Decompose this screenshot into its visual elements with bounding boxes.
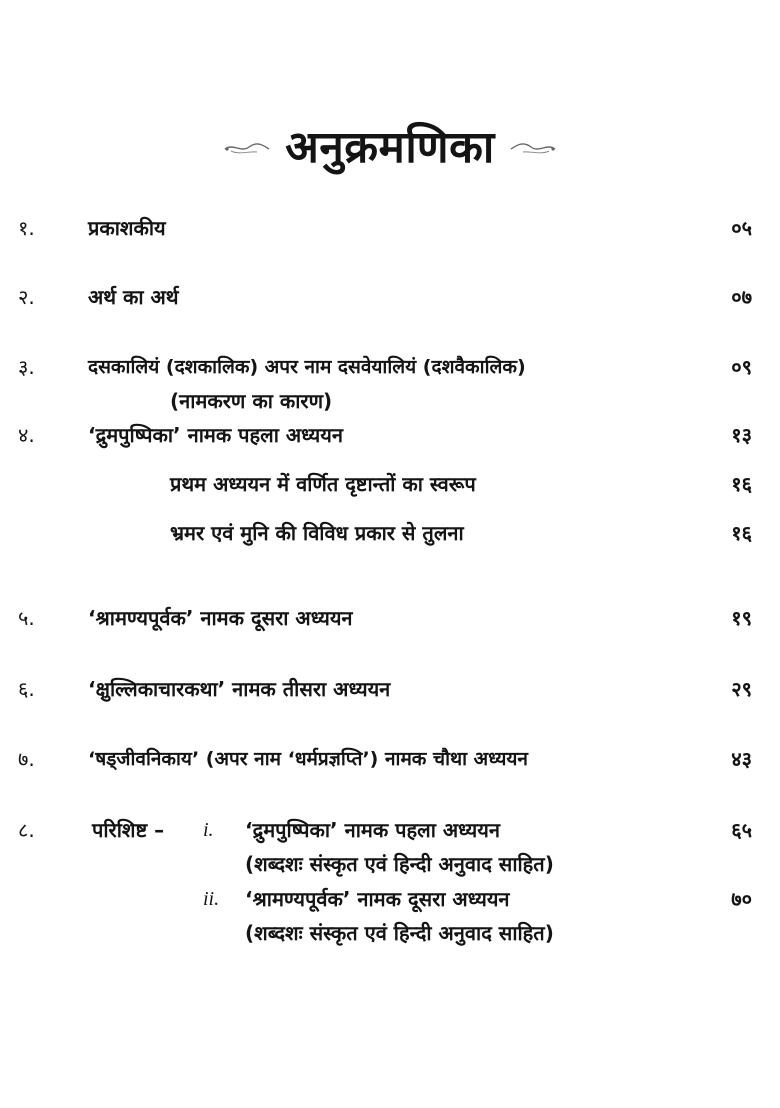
entry-title: ‘श्रामण्यपूर्वक’ नामक दूसरा अध्ययन [245,887,510,911]
toc-subentry[interactable] [0,517,780,549]
appendix-entry-continuation [0,848,780,880]
entry-page: १६ [731,472,752,496]
toc-subentry[interactable] [0,468,780,500]
toc-entry[interactable] [0,743,780,775]
toc-entry[interactable] [0,673,780,705]
entry-title: प्रकाशकीय [88,216,166,240]
entry-number: ३. [18,355,35,379]
appendix-roman: i. [203,819,214,841]
appendix-entry-continuation [0,917,780,949]
toc-entry[interactable] [0,419,780,451]
entry-page: १३ [731,423,752,447]
toc-entry[interactable] [0,281,780,313]
left-flourish-icon [223,139,271,157]
entry-title: परिशिष्ट – [92,818,165,842]
entry-page: ४३ [731,747,752,771]
entry-page: २९ [731,677,752,701]
entry-page: १९ [731,606,752,630]
appendix-entry[interactable] [0,883,780,915]
entry-title: अर्थ का अर्थ [88,285,179,309]
entry-subtitle: (नामकरण का कारण) [170,389,333,413]
page-title: अनुक्रमणिका [285,122,495,173]
toc-entry-continuation [0,385,780,417]
entry-page: ०७ [731,285,752,309]
entry-title: प्रथम अध्ययन में वर्णित दृष्टान्तों का स्वरूप [170,472,476,496]
entry-title: ‘श्रामण्यपूर्वक’ नामक दूसरा अध्ययन [88,606,353,630]
entry-page: १६ [731,521,752,545]
appendix-entry[interactable] [0,814,780,846]
entry-title: ‘क्षुल्लिकाचारकथा’ नामक तीसरा अध्ययन [88,677,391,701]
entry-number: २. [18,285,35,309]
toc-entry[interactable] [0,351,780,383]
appendix-roman: ii. [203,888,220,910]
right-flourish-icon [509,139,557,157]
entry-number: ७. [18,747,35,771]
entry-number: ४. [18,423,35,447]
entry-title: भ्रमर एवं मुनि की विविध प्रकार से तुलना [170,521,464,545]
page-header [0,118,780,178]
entry-title: ‘द्रुमपुष्पिका’ नामक पहला अध्ययन [245,818,500,842]
entry-page: ०९ [731,355,752,379]
entry-page: ७० [731,887,752,911]
entry-number: १. [18,216,35,240]
entry-title: दसकालियं (दशकालिक) अपर नाम दसवेयालियं (दशवैकालिक) [88,356,526,378]
entry-subtitle: (शब्दशः संस्कृत एवं हिन्दी अनुवाद साहित) [245,921,554,945]
toc-entry[interactable] [0,212,780,244]
entry-number: ५. [18,606,35,630]
entry-subtitle: (शब्दशः संस्कृत एवं हिन्दी अनुवाद साहित) [245,852,554,876]
entry-number: ८. [18,818,35,842]
entry-page: ०५ [731,216,752,240]
entry-title: ‘द्रुमपुष्पिका’ नामक पहला अध्ययन [88,423,343,447]
toc-entry[interactable] [0,602,780,634]
entry-number: ६. [18,677,35,701]
entry-title: ‘षड्जीवनिकाय’ (अपर नाम ‘धर्मप्रज्ञप्ति’) नामक चौथा अध्ययन [88,748,528,770]
entry-page: ६५ [731,818,752,842]
